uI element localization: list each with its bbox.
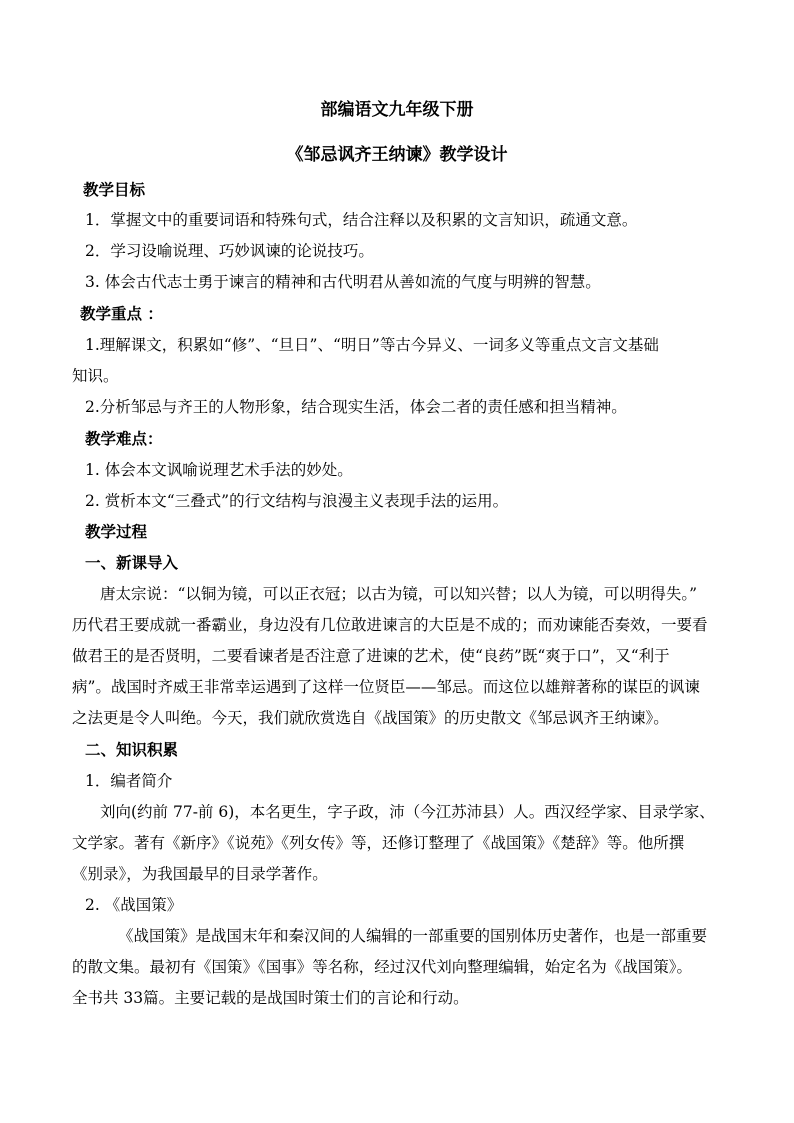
section-heading-intro: 一、新课导入 xyxy=(85,553,179,572)
paragraph-line: 历代君王要成就一番霸业，身边没有几位敢进谏言的大臣是不成的；而劝谏能否奏效，一要看 xyxy=(72,616,708,634)
subsection-heading: 1．编者简介 xyxy=(85,772,173,790)
objective-item: 2．学习设喻说理、巧妙讽谏的论说技巧。 xyxy=(85,242,374,260)
paragraph-line: 做君王的是否贤明，二要看谏者是否注意了进谏的艺术，使“良药”既“爽于口”，又“利于 xyxy=(72,647,670,665)
difficulties-heading: 教学难点： xyxy=(85,429,163,448)
section-heading-knowledge: 二、知识积累 xyxy=(85,740,179,759)
key-point-item: 2.分析邹忌与齐王的人物形象，结合现实生活，体会二者的责任感和担当精神。 xyxy=(85,398,627,416)
objective-item: 1．掌握文中的重要词语和特殊句式，结合注释以及积累的文言知识，疏通文意。 xyxy=(85,211,638,229)
paragraph-line: 的散文集。最初有《国策》《国事》等名称，经过汉代刘向整理编辑，始定名为《战国策》。 xyxy=(72,958,693,976)
paragraph-line: 《战国策》是战国末年和秦汉间的人编辑的一部重要的国别体历史著作，也是一部重要 xyxy=(118,927,708,945)
paragraph-line: 唐太宗说：“以铜为镜，可以正衣冠；以古为镜，可以知兴替；以人为镜，可以明得失。” xyxy=(100,585,698,603)
objective-item: 3. 体会古代志士勇于谏言的精神和古代明君从善如流的气度与明辨的智慧。 xyxy=(85,273,601,291)
key-point-item: 1.理解课文，积累如“修”、“旦日”、“明日”等古今异义、一词多义等重点文言文基础 xyxy=(85,336,659,354)
paragraph-line: 文学家。著有《新序》《说苑》《列女传》等，还修订整理了《战国策》《楚辞》等。他所撰 xyxy=(72,834,685,852)
page-title: 部编语文九年级下册 xyxy=(320,100,474,120)
difficulty-item: 1. 体会本文讽喻说理艺术手法的妙处。 xyxy=(85,461,353,479)
objectives-heading: 教学目标 xyxy=(83,180,146,199)
page-subtitle: 《邹忌讽齐王纳谏》教学设计 xyxy=(286,145,508,165)
key-point-item-continued: 知识。 xyxy=(72,367,119,385)
difficulty-item: 2. 赏析本文“三叠式”的行文结构与浪漫主义表现手法的运用。 xyxy=(85,492,509,510)
paragraph-line: 之法更是令人叫绝。今天，我们就欣赏选自《战国策》的历史散文《邹忌讽齐王纳谏》。 xyxy=(72,709,669,727)
paragraph-line: 全书共 33篇。主要记载的是战国时策士们的言论和行动。 xyxy=(72,989,469,1007)
paragraph-line: 《别录》，为我国最早的目录学著作。 xyxy=(72,865,328,883)
key-points-heading: 教学重点 ： xyxy=(80,304,163,323)
paragraph-line: 病”。战国时齐威王非常幸运遇到了这样一位贤臣——邹忌。而这位以雄辩著称的谋臣的讽谏 xyxy=(72,678,700,696)
subsection-heading: 2. 《战国策》 xyxy=(85,896,183,914)
process-heading: 教学过程 xyxy=(85,522,148,541)
paragraph-line: 刘向(约前 77-前 6)，本名更生，字子政，沛（今江苏沛县）人。西汉经学家、目录学家、 xyxy=(100,803,715,821)
